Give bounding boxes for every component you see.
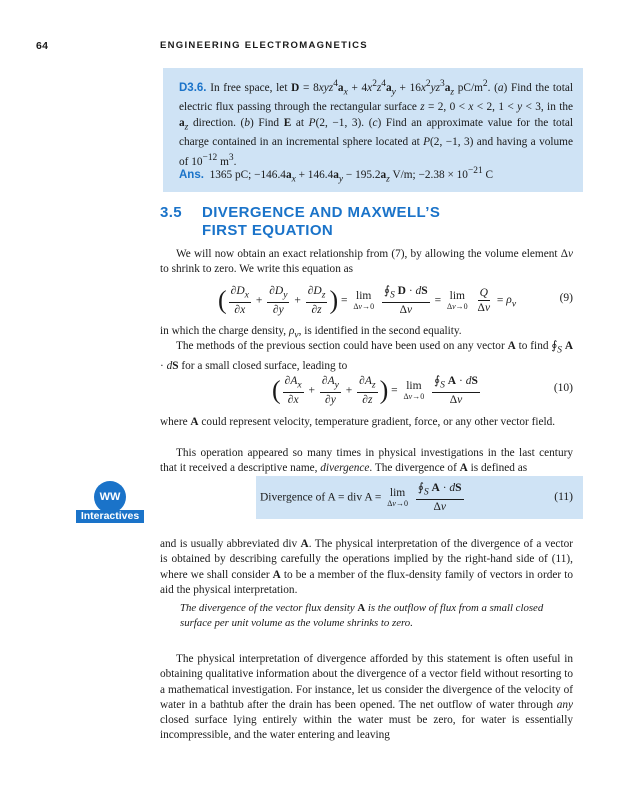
drill-answer bbox=[179, 164, 573, 187]
paragraph-1: We will now obtain an exact relationship from (7), by allowing the volume element Δv to shrink to zero. We write this equation as bbox=[160, 248, 573, 276]
equation-11: Divergence of A = div A = lim Δv→0 $\frac{∮_S A \cdot dS}{\Delta v}$ (11) bbox=[260, 482, 573, 514]
eq9-number: (9) bbox=[559, 292, 573, 304]
page-number: 64 bbox=[36, 40, 49, 52]
running-title: ENGINEERING ELECTROMAGNETICS bbox=[160, 40, 368, 51]
paragraph-4: where A could represent velocity, temperature gradient, force, or any other vector field. bbox=[160, 416, 556, 428]
section-heading bbox=[160, 204, 440, 240]
answer-label: Ans. bbox=[179, 168, 204, 181]
paragraph-5: This operation appeared so many times in physical investigations in the last century that it received a descriptive name, divergence. The divergence of A is defined as bbox=[160, 447, 573, 475]
section-title-line2: FIRST EQUATION bbox=[202, 222, 334, 239]
section-title-line1: DIVERGENCE AND MAXWELL’S bbox=[202, 204, 441, 221]
eq11-number: (11) bbox=[554, 491, 573, 503]
paragraph-2: in which the charge density, $\rho_v$, is identified in the second equality. bbox=[160, 325, 462, 341]
answer-text: 1365 pC; $-146.4a_x + 146.4a_y - 195.2a_z$ V/m; $-2.38 \times 10^{-21}$ C bbox=[209, 166, 494, 185]
section-number: 3.5 bbox=[160, 204, 183, 221]
paragraph-7: The physical interpretation of divergence afforded by this statement is often useful in obtaining qualitative information about the divergence of a vector field without resorting to a mathematical investigation. For instance, let us consider the divergence of the velocity of water in a bathtub after the drain has been opened. The net outflow of water through any closed surface lying entirely within the water must be zero, for water is essentially incompressible, and the water entering and leaving bbox=[160, 653, 573, 742]
drill-text: In free space, let $D = 8xyz^4a_x + 4x^2z^4a_y + 16x^2yz^3a_z$ $pC/m^2$. (a) Find the total electric flux passing through the rectangular surface z = 2, 0 < x < 2, 1 < y < 3, in the $a_z$ direction. (b) Find E at P(2, −1, 3). (c) Find an approximate value for the total charge contained in an incremental sphere located at P(2, −1, 3) and having a volume of $10^{-12}$ $m^3$. bbox=[179, 79, 574, 168]
ww-badge: WW bbox=[99, 491, 121, 503]
eq10-number: (10) bbox=[553, 382, 573, 394]
web-interactive-icon[interactable] bbox=[94, 481, 126, 513]
drill-problem bbox=[179, 77, 573, 170]
paragraph-3: The methods of the previous section could have been used on any vector A to find $∮_S$ A · dS for a small closed surface, leading to bbox=[160, 340, 574, 372]
eq11-lhs: Divergence of A = div A = bbox=[260, 491, 382, 504]
drill-label: D3.6. bbox=[179, 81, 207, 94]
equation-10: ( $\frac{\partial A_x}{\partial x}$ + $\frac{\partial A_y}{\partial y}$ + $\frac{\partial A_z}{\partial z}$ ) = lim Δv→0 $\frac{∮_S A \cdot dS}{\Delta v}$ (10) bbox=[272, 375, 573, 407]
paragraph-6: and is usually abbreviated div A. The physical interpretation of the divergence of a vector is obtained by describing carefully the operations implied by the right-hand side of (11), where we shall consider A to be a member of the flux-density family of vectors in order to aid the physical interpretation. bbox=[160, 538, 573, 596]
interactives-link[interactable]: Interactives bbox=[76, 510, 144, 523]
equation-9: ( $\frac{\partial D_x}{\partial x}$ + $\frac{\partial D_y}{\partial y}$ + $\frac{\partial D_z}{\partial z}$ ) = lim Δv→0 $\frac{∮_S D \cdot dS}{\Delta v}$ = lim Δv→0 $\frac{Q}{\Delta v}$ = $\rho_v$ (9) bbox=[218, 285, 573, 317]
key-statement: The divergence of the vector flux density A is the outflow of flux from a small closed surface per unit volume as the volume shrinks to zero. bbox=[180, 602, 544, 629]
